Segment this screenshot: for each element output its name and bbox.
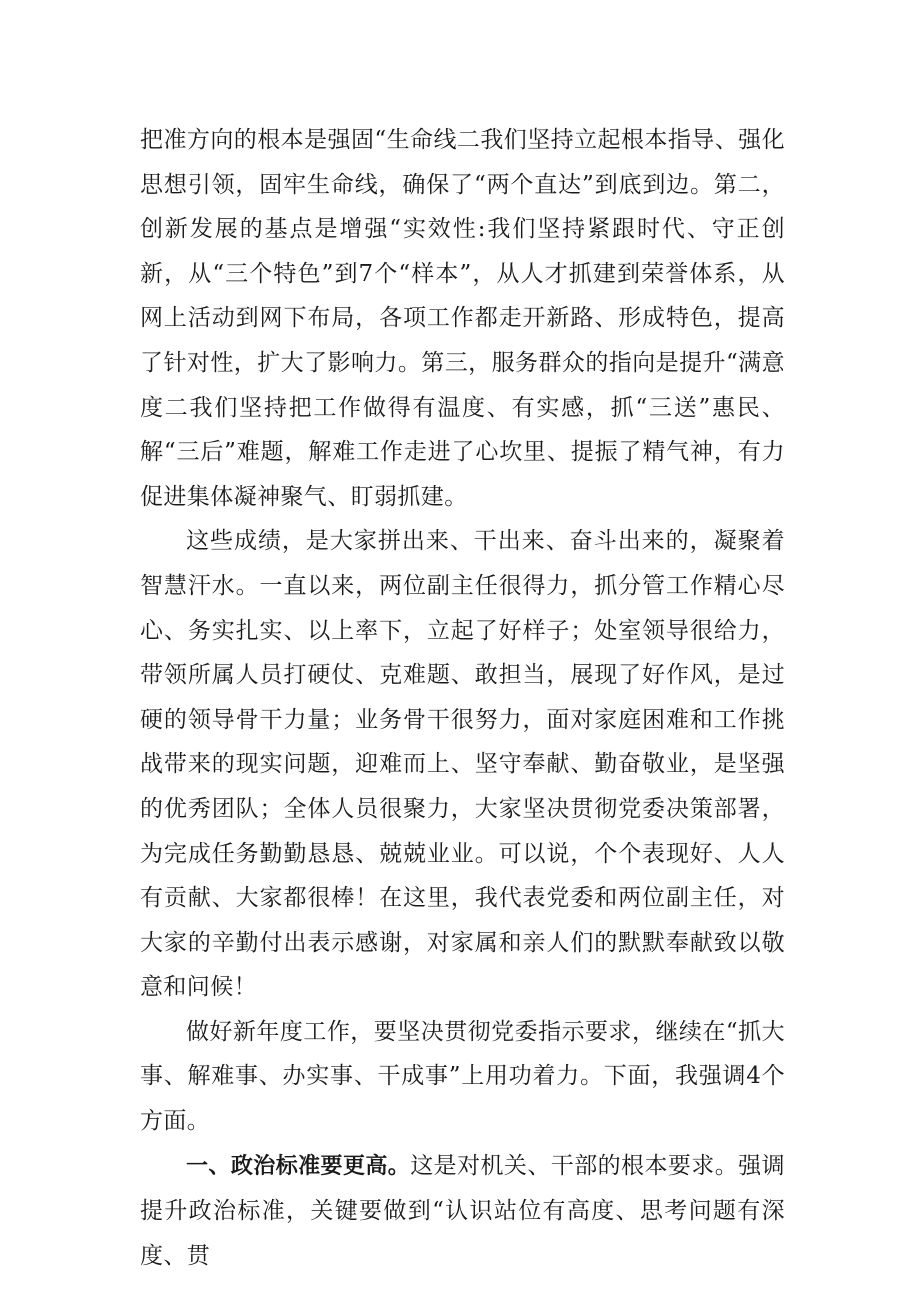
paragraph-4-text: 这是对机关、干部的根本要求。强调提升政治标准，关键要做到“认识站位有高度、思考问题有深度、贯 xyxy=(140,1152,785,1269)
paragraph-1: 把准方向的根本是强固“生命线二我们坚持立起根本指导、强化思想引领，固牢生命线，确保了“两个直达”到底到边。第二，创新发展的基点是增强“实效性:我们坚持紧跟时代、守正创新，从“三个特色”到7个“样本”，从人才抓建到荣誉体系，从网上活动到网下布局，各项工作都走开新路、形成特色，提高了针对性，扩大了影响力。第三，服务群众的指向是提升“满意度二我们坚持把工作做得有温度、有实感，抓“三送”惠民、解“三后”难题，解难工作走进了心坎里、提振了精气神，有力促进集体凝神聚气、盯弱抓建。 xyxy=(140,127,785,510)
paragraph-4 xyxy=(140,1144,785,1279)
section-heading: 一、政治标准要更高。 xyxy=(186,1153,411,1179)
paragraph-3: 做好新年度工作，要坚决贯彻党委指示要求，继续在“抓大事、解难事、办实事、干成事”上用功着力。下面，我强调4个方面。 xyxy=(140,1018,785,1135)
paragraph-2: 这些成绩，是大家拼出来、干出来、奋斗出来的，凝聚着智慧汗水。一直以来，两位副主任很得力，抓分管工作精心尽心、务实扎实、以上率下，立起了好样子；处室领导很给力，带领所属人员打硬仗、克难题、敢担当，展现了好作风，是过硬的领导骨干力量；业务骨干很努力，面对家庭困难和工作挑战带来的现实问题，迎难而上、坚守奉献、勤奋敬业，是坚强的优秀团队；全体人员很聚力，大家坚决贯彻党委决策部署，为完成任务勤勤恳恳、兢兢业业。可以说，个个表现好、人人有贡献、大家都很棒！在这里，我代表党委和两位副主任，对大家的辛勤付出表示感谢，对家属和亲人们的默默奉献致以敬意和问候！ xyxy=(140,528,785,1001)
document-body xyxy=(140,118,785,1278)
